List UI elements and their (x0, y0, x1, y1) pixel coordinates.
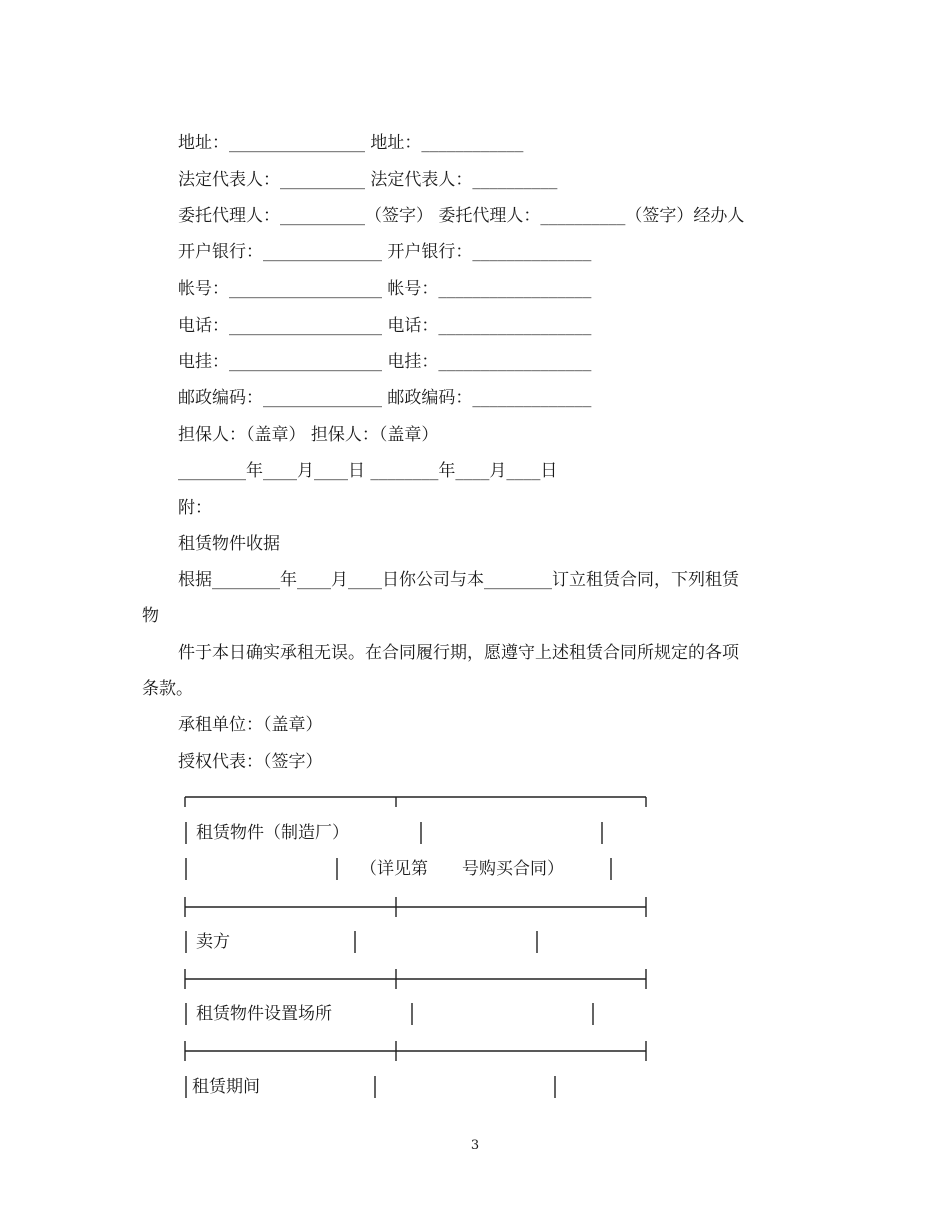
bank-line: 开户银行：______________ 开户银行：______________ (178, 242, 592, 262)
receipt-paragraph-line-1: 根据________年____月____日你公司与本________订立租赁合同，下列租赁 (178, 570, 739, 590)
address-line: 地址：________________ 地址：____________ (178, 133, 524, 153)
date-line: ________年____月____日 ________年____月____日 (178, 461, 558, 481)
phone-line: 电话：__________________ 电话：__________________ (178, 316, 592, 336)
authorized-representative-line: 授权代表：（签字） (178, 752, 323, 772)
table-cell-leased-item-manufacturer: 租赁物件（制造厂） (196, 823, 349, 843)
account-line: 帐号：__________________ 帐号：__________________ (178, 279, 592, 299)
attachment-heading: 附： (178, 498, 212, 518)
table-cell-purchase-contract-note: （详见第 号购买合同） (360, 859, 564, 879)
authorized-agent-line: 委托代理人：__________（签字） 委托代理人：__________（签字）经办人 (178, 206, 745, 226)
lessee-line: 承租单位：（盖章） (178, 715, 323, 735)
table-cell-seller: 卖方 (196, 932, 230, 952)
receipt-paragraph-line-3: 件于本日确实承租无误。在合同履行期，愿遵守上述租赁合同所规定的各项 (178, 643, 739, 663)
receipt-paragraph-line-2: 物 (142, 606, 159, 626)
table-cell-installation-site: 租赁物件设置场所 (196, 1004, 332, 1024)
table-cell-lease-period: 租赁期间 (192, 1077, 260, 1097)
postal-code-line: 邮政编码：______________ 邮政编码：______________ (178, 388, 592, 408)
receipt-title: 租赁物件收据 (178, 534, 280, 554)
legal-representative-line: 法定代表人：__________ 法定代表人：__________ (178, 170, 558, 190)
guarantor-line: 担保人：（盖章） 担保人：（盖章） (178, 425, 439, 445)
page-number: 3 (470, 1138, 480, 1153)
telegraph-line: 电挂：__________________ 电挂：__________________ (178, 352, 592, 372)
receipt-paragraph-line-4: 条款。 (142, 679, 193, 699)
